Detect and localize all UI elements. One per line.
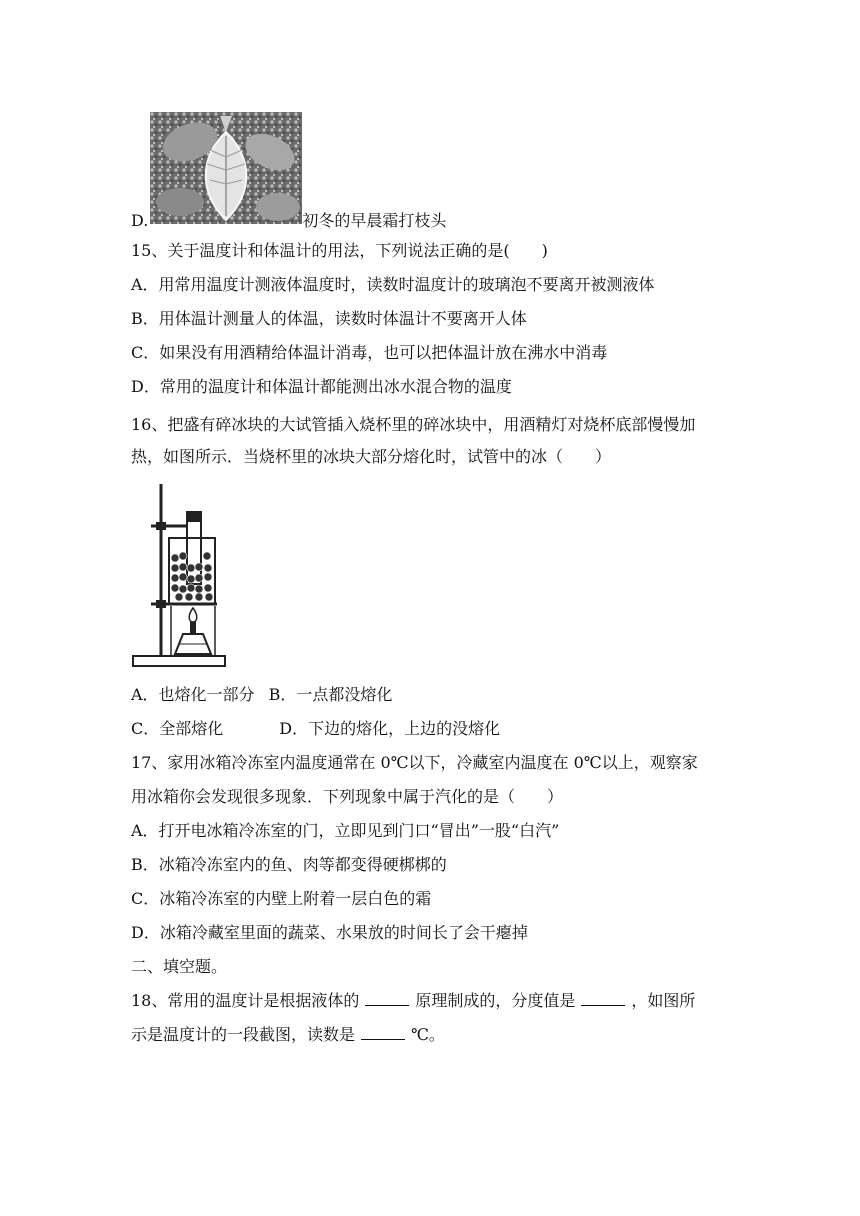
option-text: 初冬的早晨霜打枝头	[302, 211, 447, 230]
q17-option-d: D．冰箱冷藏室里面的蔬菜、水果放的时间长了会干瘪掉	[131, 923, 528, 942]
q15-stem: 15、关于温度计和体温计的用法，下列说法正确的是( )	[131, 241, 548, 260]
q16-options-row1	[131, 684, 392, 706]
answer-blank-1[interactable]	[365, 991, 409, 1006]
answer-blank-3[interactable]	[361, 1025, 405, 1040]
q18-line1	[131, 990, 695, 1012]
q18-text-4: 示是温度计的一段截图，读数是	[131, 1025, 356, 1044]
q16-option-b: B．一点都没熔化	[268, 685, 393, 704]
section-title: 二、填空题。	[131, 957, 228, 976]
q16-option-c: C．全部熔化	[131, 719, 224, 738]
q15-option-c: C．如果没有用酒精给体温计消毒，也可以把体温计放在沸水中消毒	[131, 343, 608, 362]
q18-text-1: 18、常用的温度计是根据液体的	[131, 991, 360, 1010]
q18-line2	[131, 1024, 445, 1046]
q17-stem-line2: 用冰箱你会发现很多现象．下列现象中属于汽化的是（ ）	[131, 787, 564, 806]
frost-leaf-photo	[150, 112, 302, 224]
q16-stem-line1: 16、把盛有碎冰块的大试管插入烧杯里的碎冰块中，用酒精灯对烧杯底部慢慢加	[131, 415, 696, 434]
q17-stem-line1: 17、家用冰箱冷冻室内温度通常在 0℃以下，冷藏室内温度在 0℃以上，观察家	[131, 753, 698, 772]
q15-option-a: A．用常用温度计测液体温度时，读数时温度计的玻璃泡不要离开被测液体	[131, 275, 655, 294]
frost-leaf-icon	[150, 112, 302, 224]
beaker-apparatus-icon	[131, 482, 227, 672]
q18-text-5: ℃。	[411, 1025, 445, 1044]
q17-option-c: C．冰箱冷冻室的内壁上附着一层白色的霜	[131, 889, 432, 908]
q17-option-a: A．打开电冰箱冷冻室的门，立即见到门口“冒出”一股“白汽”	[131, 821, 560, 840]
q16-options-row2	[131, 718, 500, 740]
q16-option-d: D．下边的熔化，上边的没熔化	[279, 719, 501, 738]
q18-text-2: 原理制成的，分度值是	[415, 991, 576, 1010]
q18-text-3: ，如图所	[631, 991, 696, 1010]
option-letter: D.	[131, 211, 149, 230]
q17-option-b: B．冰箱冷冻室内的鱼、肉等都变得硬梆梆的	[131, 855, 447, 874]
q16-stem-line2: 热，如图所示．当烧杯里的冰块大部分熔化时，试管中的冰（ ）	[131, 447, 612, 466]
apparatus-figure	[131, 482, 227, 672]
q14-option-d	[131, 210, 446, 232]
q15-option-b: B．用体温计测量人的体温，读数时体温计不要离开人体	[131, 309, 527, 328]
q16-option-a: A．也熔化一部分	[131, 685, 255, 704]
answer-blank-2[interactable]	[581, 991, 625, 1006]
q15-option-d: D．常用的温度计和体温计都能测出冰水混合物的温度	[131, 377, 512, 396]
